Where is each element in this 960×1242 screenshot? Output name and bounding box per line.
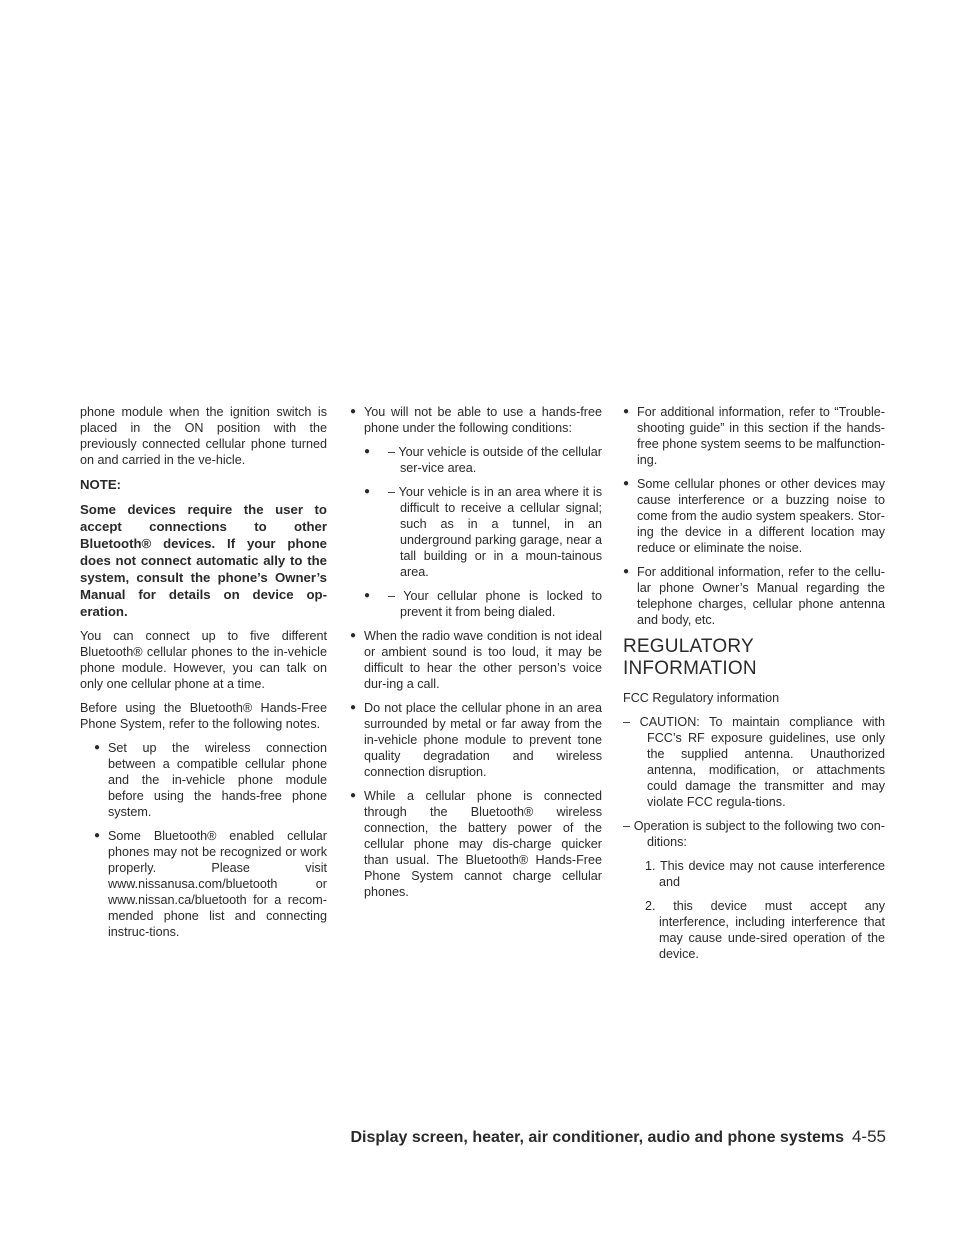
list-item: ● Set up the wireless connection between a compatible cellular phone and the in-vehicle phone module before using the hands-free phone system.	[94, 740, 327, 820]
list-item: ● When the radio wave condition is not ideal or ambient sound is too loud, it may be difficult to hear the other person’s voice dur-ing a call.	[350, 628, 602, 692]
list-item: ● For additional information, refer to the cellu-lar phone Owner’s Manual regarding the telephone charges, cellular phone antenna and body, etc.	[623, 564, 885, 628]
page-footer	[350, 1127, 886, 1148]
bullet-list	[350, 404, 602, 900]
intro-paragraph: phone module when the ignition switch is placed in the ON position with the previously connected cellular phone turned on and carried in the ve-hicle.	[80, 405, 327, 467]
list-item: ● Do not place the cellular phone in an area surrounded by metal or far away from the in-vehicle phone module to prevent tone quality degradation and wireless connection disruption.	[350, 700, 602, 780]
list-item-text: You will not be able to use a hands-free phone under the following conditions:	[364, 405, 602, 435]
sub-list-item: ● – Your vehicle is in an area where it is difficult to receive a cellular signal; such as in a tunnel, in an underground parking garage, near a tall building or in a moun-tainous area.	[376, 484, 602, 580]
list-item	[350, 404, 602, 620]
numbered-item: 2. this device must accept any interference, including interference that may cause unde-sired operation of the device.	[645, 899, 885, 961]
numbered-item: 1. This device may not cause interference and	[645, 859, 885, 889]
bullet-list	[623, 404, 885, 628]
list-item: ● While a cellular phone is connected through the Bluetooth® wireless connection, the battery power of the cellular phone may dis-charge quicker than usual. The Bluetooth® Hands-Free Phone System cannot charge cellular phones.	[350, 788, 602, 900]
page-number: 4-55	[851, 1127, 886, 1146]
note-text: Some devices require the user to accept connections to other Bluetooth® devices. If your phone does not connect automatic ally to the system, consult the phone’s Owner’s Manual for details on device op-eration.	[80, 502, 327, 619]
note-label: NOTE:	[80, 477, 122, 492]
list-item: ● Some cellular phones or other devices may cause interference or a buzzing noise to come from the audio system speakers. Stor-ing the device in a different location may reduce or eliminate the noise.	[623, 476, 885, 556]
sub-list-item: ● – Your cellular phone is locked to prevent it from being dialed.	[376, 588, 602, 620]
paragraph-connect: You can connect up to five different Bluetooth® cellular phones to the in-vehicle phone module. However, you can talk on only one cellular phone at a time.	[80, 629, 327, 691]
paragraph-before-using: Before using the Bluetooth® Hands-Free Phone System, refer to the following notes.	[80, 701, 327, 731]
fcc-label: FCC Regulatory information	[623, 691, 780, 705]
sub-list-item: ● – Your vehicle is outside of the cellular ser-vice area.	[376, 444, 602, 476]
numbered-list	[623, 858, 885, 962]
column-left	[80, 404, 327, 948]
column-middle	[350, 404, 602, 908]
dash-list-item: – CAUTION: To maintain compliance with FCC’s RF exposure guidelines, use only the supplied antenna. Unauthorized antenna, modification, or attachments could damage the transmitter and may violate FCC regula-tions.	[623, 715, 885, 809]
list-item: ● Some Bluetooth® enabled cellular phones may not be recognized or work properly. Please visit www.nissanusa.com/bluetooth or www.nissan.ca/bluetooth for a recom-mended phone list and connecting instruc-tions.	[94, 828, 327, 940]
dash-list-item: – Operation is subject to the following two con-ditions:	[623, 819, 885, 849]
section-heading: REGULATORY INFORMATION	[623, 636, 757, 679]
dash-list	[623, 714, 885, 850]
list-item: ● For additional information, refer to “Trouble-shooting guide” in this section if the hands-free phone system seems to be malfunction-ing.	[623, 404, 885, 468]
chapter-title: Display screen, heater, air conditioner, audio and phone systems	[350, 1129, 844, 1146]
sub-list	[364, 444, 602, 620]
bullet-list	[80, 740, 327, 940]
column-right	[623, 404, 885, 970]
